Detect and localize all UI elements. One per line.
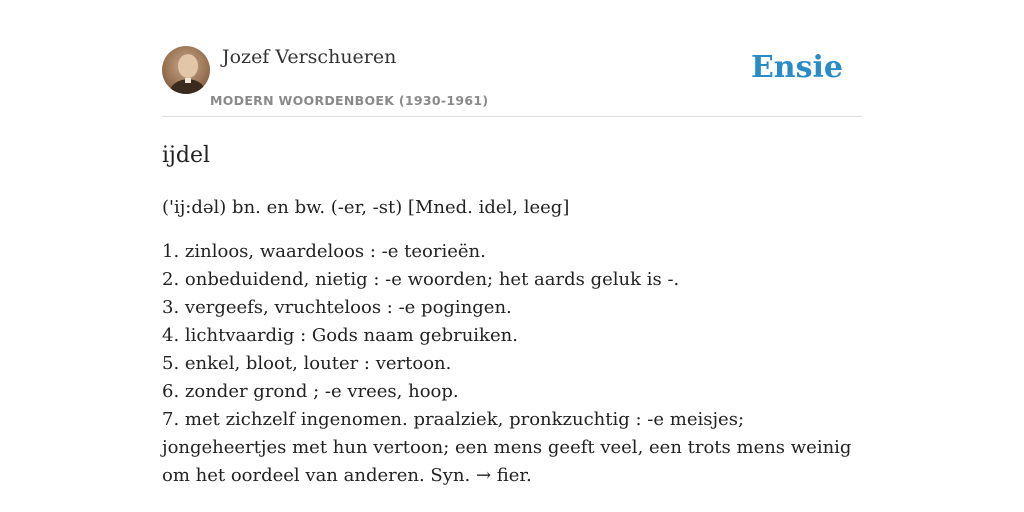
entry-header <box>162 44 862 117</box>
author-avatar[interactable] <box>162 46 210 94</box>
author-portrait-icon <box>162 46 210 94</box>
entry-card <box>162 44 862 490</box>
definition-list <box>162 238 862 490</box>
definition-item: 2. onbeduidend, nietig : -e woorden; het aards geluk is -. <box>162 269 680 290</box>
source-label[interactable]: MODERN WOORDENBOEK (1930-1961) <box>210 93 489 108</box>
definition-item: 6. zonder grond ; -e vrees, hoop. <box>162 381 459 402</box>
entry-title: ijdel <box>162 143 210 168</box>
definition-item: 7. met zichzelf ingenomen. praalziek, pronkzuchtig : -e meisjes; jongeheertjes met hun vertoon; een mens geeft veel, een trots mens weinig om het oordeel van anderen. Syn. → fier. <box>162 409 852 486</box>
brand-logo[interactable]: Ensie <box>750 50 843 85</box>
definition-item: 1. zinloos, waardeloos : -e teorieën. <box>162 241 486 262</box>
definition-item: 4. lichtvaardig : Gods naam gebruiken. <box>162 325 518 346</box>
author-name[interactable]: Jozef Verschueren <box>222 46 397 68</box>
definition-item: 5. enkel, bloot, louter : vertoon. <box>162 353 452 374</box>
entry-pronunciation: ('ij:dəl) bn. en bw. (-er, -st) [Mned. idel, leeg] <box>162 197 570 218</box>
definition-item: 3. vergeefs, vruchteloos : -e pogingen. <box>162 297 512 318</box>
